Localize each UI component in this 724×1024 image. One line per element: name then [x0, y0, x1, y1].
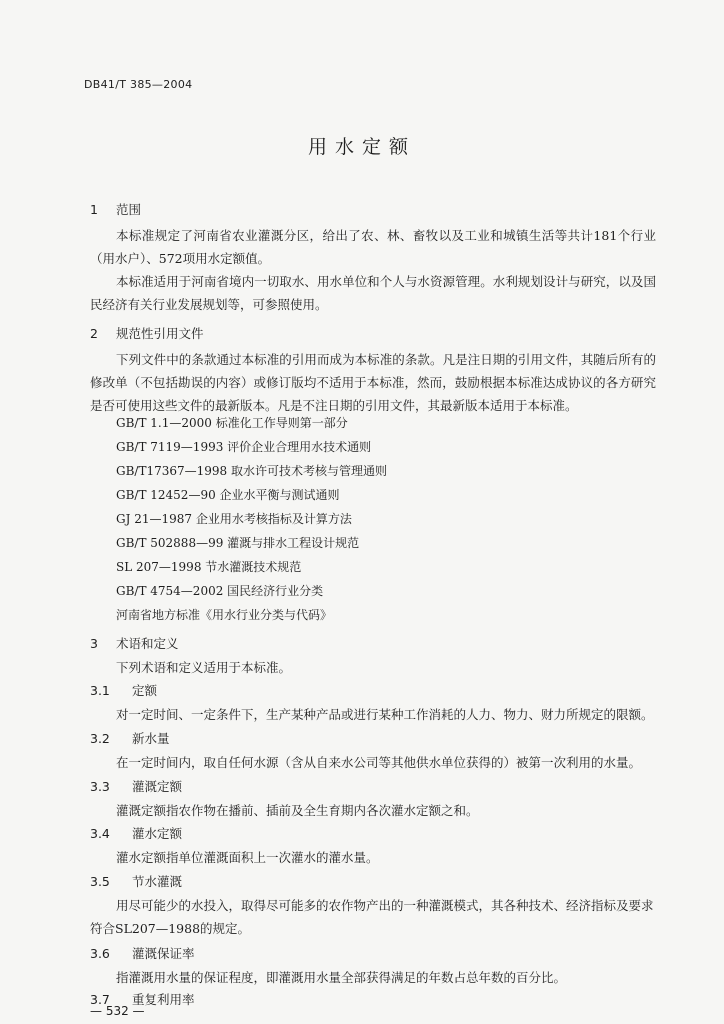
term-heading: 3.7 重复利用率 [90, 992, 195, 1007]
reference-item: GJ 21—1987 企业用水考核指标及计算方法 [116, 512, 352, 526]
section-heading-1: 1 范围 [90, 202, 142, 217]
page-number: — 532 — [90, 1004, 145, 1018]
reference-item: 河南省地方标准《用水行业分类与代码》 [116, 608, 333, 622]
reference-item: GB/T 502888—99 灌溉与排水工程设计规范 [116, 536, 360, 550]
reference-item: GB/T 12452—90 企业水平衡与测试通则 [116, 488, 340, 502]
term-definition: 在一定时间内，取自任何水源（含从自来水公司等其他供水单位获得的）被第一次利用的水量。 [116, 755, 642, 770]
page-title: 用水定额 [307, 136, 416, 158]
reference-item: GB/T 7119—1993 评价企业合理用水技术通则 [116, 440, 372, 454]
term-definition: 指灌溉用水量的保证程度，即灌溉用水量全部获得满足的年数占总年数的百分比。 [116, 970, 567, 985]
standard-code: DB41/T 385—2004 [84, 78, 193, 91]
scope-paragraph-2: 本标准适用于河南省境内一切取水、用水单位和个人与水资源管理。水利规划设计与研究，以及国民经济有关行业发展规划等，可参照使用。 [90, 274, 656, 312]
term-definition: 灌水定额指单位灌溉面积上一次灌水的灌水量。 [116, 850, 379, 865]
term-heading: 3.3 灌溉定额 [90, 779, 183, 794]
reference-item: SL 207—1998 节水灌溉技术规范 [116, 560, 302, 574]
term-heading: 3.5 节水灌溉 [90, 874, 183, 889]
section-heading-3: 3 术语和定义 [90, 636, 179, 651]
term-heading: 3.6 灌溉保证率 [90, 946, 195, 961]
reference-item: GB/T 1.1—2000 标准化工作导则第一部分 [116, 416, 348, 430]
term-definition: 用尽可能少的水投入，取得尽可能多的农作物产出的一种灌溉模式，其各种技术、经济指标及要求符合SL207—1988的规定。 [90, 898, 654, 936]
term-definition: 灌溉定额指农作物在播前、插前及全生育期内各次灌水定额之和。 [116, 803, 479, 818]
reference-item: GB/T17367—1998 取水许可技术考核与管理通则 [116, 464, 387, 478]
scope-paragraph-1: 本标准规定了河南省农业灌溉分区，给出了农、林、畜牧以及工业和城镇生活等共计181个行业（用水户）、572项用水定额值。 [90, 228, 656, 266]
term-definition: 对一定时间、一定条件下，生产某种产品或进行某种工作消耗的人力、物力、财力所规定的限额。 [116, 707, 654, 722]
terms-intro: 下列术语和定义适用于本标准。 [116, 660, 292, 675]
section-heading-2: 2 规范性引用文件 [90, 326, 204, 341]
term-heading: 3.4 灌水定额 [90, 826, 183, 841]
reference-item: GB/T 4754—2002 国民经济行业分类 [116, 584, 324, 598]
term-heading: 3.1 定额 [90, 683, 158, 698]
term-heading: 3.2 新水量 [90, 731, 170, 746]
references-intro: 下列文件中的条款通过本标准的引用而成为本标准的条款。凡是注日期的引用文件，其随后所有的修改单（不包括勘误的内容）或修订版均不适用于本标准，然而，鼓励根据本标准达成协议的各方研究是否可使用这些文件的最新版本。凡是不注日期的引用文件，其最新版本适用于本标准。 [90, 352, 656, 413]
